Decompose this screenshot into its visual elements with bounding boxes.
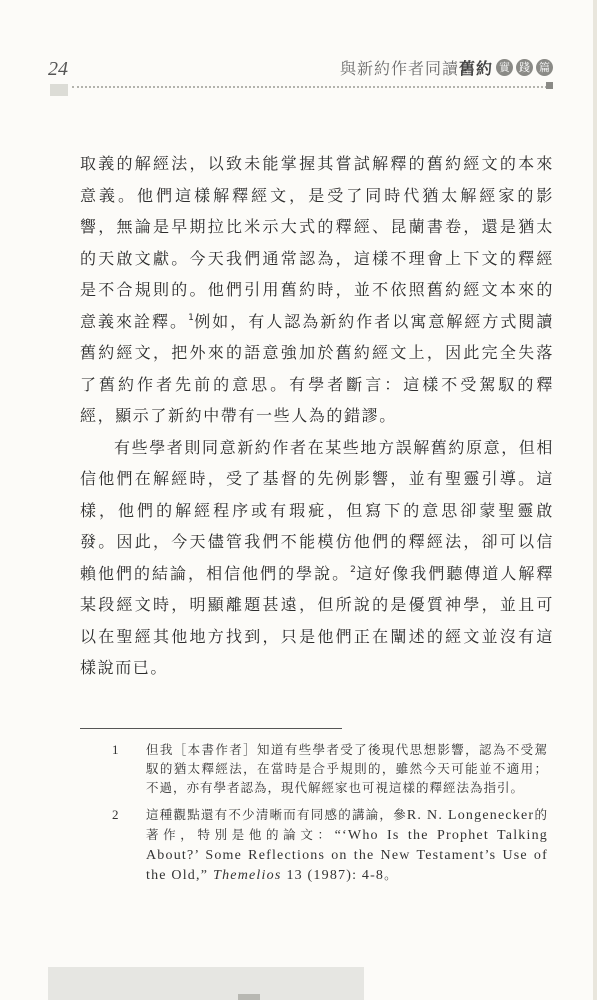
footnote-author: R. N. Longenecker <box>406 808 535 823</box>
section-badge-3: 篇 <box>536 59 553 76</box>
running-title <box>340 56 553 79</box>
running-title-text <box>340 56 493 79</box>
footnote-text: 但我［本書作者］知道有些學者受了後現代思想影響，認為不受駕馭的猶太釋經法，在當時是合乎規則的，雖然今天可能並不適用；不過，亦有學者認為，現代解經家也可視這樣的釋經法為指引。 <box>146 742 548 795</box>
header-dotted-rule <box>72 86 547 88</box>
footnote-citation: 13 (1987): 4-8 <box>286 868 385 883</box>
footnote-number: 1 <box>112 742 120 757</box>
footnote-2 <box>112 805 548 885</box>
body-paragraph-2 <box>80 432 554 684</box>
footnote-journal: Themelios <box>213 868 282 883</box>
footnote-1 <box>112 740 548 797</box>
bottom-decorative-mark <box>238 994 260 1000</box>
paragraph-1-part-2: 例如，有人認為新約作者以寓意解經方式閱讀舊約經文，把外來的語意強加於舊約經文上，因此完全失落了舊約作者先前的意思。有學者斷言：這樣不受駕馭的釋經，顯示了新約中帶有一些人為的錯謬。 <box>80 311 554 425</box>
running-title-prefix: 與新約作者同讀 <box>339 59 459 78</box>
footnote-text-before: 這種觀點還有不少清晰而有同感的講論，參 <box>146 807 407 822</box>
main-text <box>80 148 554 684</box>
footnote-number: 2 <box>112 807 120 822</box>
footnote-ref-2: 2 <box>350 564 356 575</box>
section-badge-2: 踐 <box>516 59 533 76</box>
page-number-block <box>50 84 68 96</box>
paragraph-2-part-2: 這好像我們聽傳道人解釋某段經文時，明顯離題甚遠，但所說的是優質神學，並且可以在聖經其他地方找到，只是他們正在闡述的經文並沒有這樣說而已。 <box>80 563 554 677</box>
running-header <box>48 52 553 92</box>
header-rule-endmark <box>546 82 553 89</box>
body-paragraph-1 <box>80 148 554 432</box>
page-number: 24 <box>48 58 68 80</box>
footnotes <box>112 740 548 893</box>
footnote-ref-1: 1 <box>188 312 194 323</box>
section-badge-1: 實 <box>496 59 513 76</box>
footnote-separator <box>80 728 342 729</box>
footnote-end: 。 <box>384 867 398 882</box>
footnote-article-title: “‘Who Is the Prophet Talking About?’ Some Reflections on the New Testament’s Use of the Old,” <box>146 828 548 883</box>
footnote-text-mid: 的著作，特別是他的論文： <box>146 807 548 842</box>
bottom-decorative-bar <box>48 967 364 1000</box>
paragraph-2-part-1: 有些學者則同意新約作者在某些地方誤解舊約原意，但相信他們在解經時，受了基督的先例影響，並有聖靈引導。這樣，他們的解經程序或有瑕疵，但寫下的意思卻蒙聖靈啟發。因此，今天儘管我們不能模仿他們的釋經法，卻可以信賴他們的結論，相信他們的學說。 <box>80 437 555 583</box>
paragraph-1-part-1: 取義的解經法，以致未能掌握其嘗試解釋的舊約經文的本來意義。他們這樣解釋經文，是受了同時代猶太解經家的影響，無論是早期拉比米示大式的釋經、昆蘭書卷，還是猶太的天啟文獻。今天我們通常認為，這樣不理會上下文的釋經是不合規則的。他們引用舊約時，並不依照舊約經文本來的意義來詮釋。 <box>80 154 554 331</box>
running-title-strong: 舊約 <box>458 59 493 78</box>
